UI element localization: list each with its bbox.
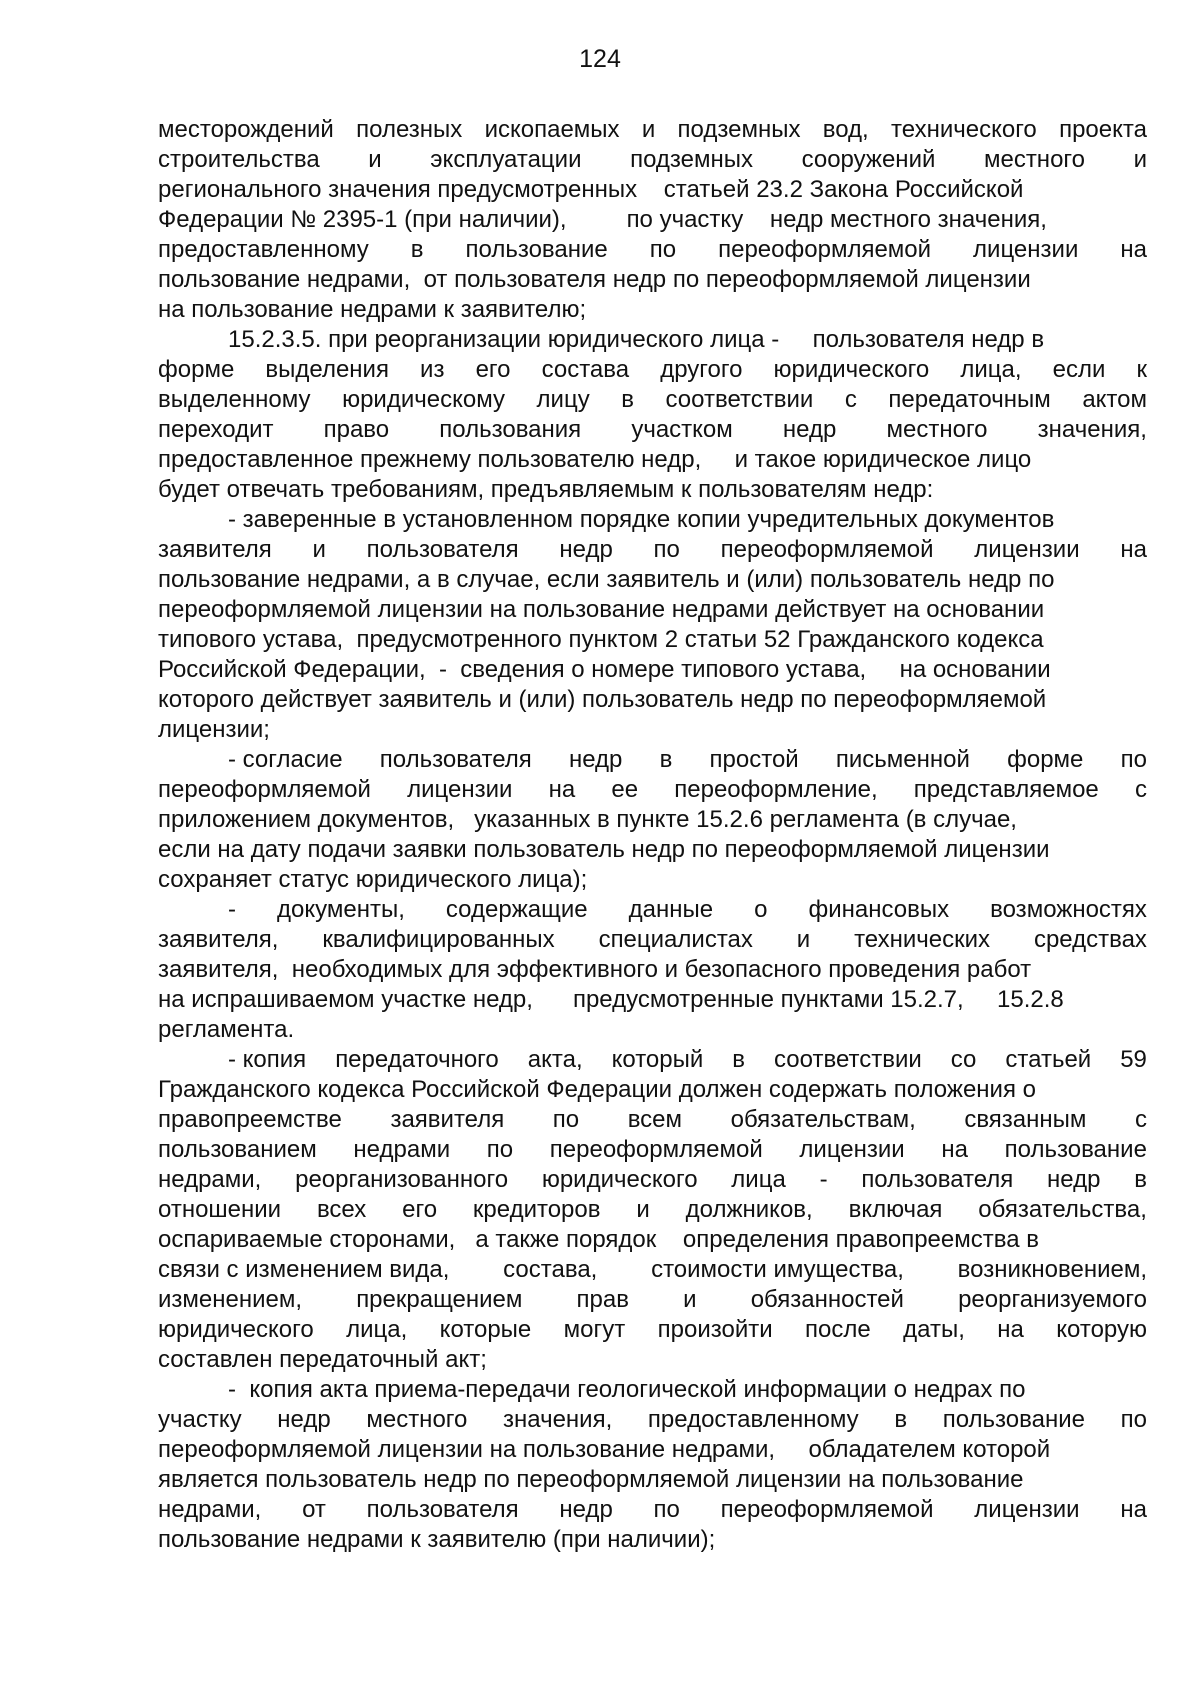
word: выделения xyxy=(265,356,389,383)
paragraph-heading-15-2-3-5: 15.2.3.5. при реорганизации юридического лица - пользователя недр в xyxy=(228,326,1045,353)
text-line: которого действует заявитель и (или) пользователь недр по переоформляемой xyxy=(158,686,1047,713)
text-line xyxy=(158,1285,1147,1315)
word: с xyxy=(1134,776,1147,803)
word: лицу xyxy=(536,386,590,413)
word: и xyxy=(683,1286,697,1313)
text-line: Российской Федерации, - сведения о номере типового устава, на основании xyxy=(158,656,1051,683)
word: передаточного xyxy=(335,1046,499,1073)
word: в xyxy=(1134,1166,1147,1193)
word: недрами, xyxy=(158,1496,262,1523)
text-line xyxy=(158,535,1147,565)
word: предоставленному xyxy=(158,236,369,263)
word: если xyxy=(1052,356,1106,383)
word: связи с изменением вида, xyxy=(158,1256,450,1283)
word: переоформляемой xyxy=(718,236,932,263)
word: лицензии xyxy=(407,776,513,803)
word: пользователя xyxy=(379,746,532,773)
word: недрами, xyxy=(158,1166,262,1193)
word: соответствии xyxy=(774,1046,922,1073)
word: пользование xyxy=(465,236,608,263)
word: акта, xyxy=(527,1046,583,1073)
word: возможностях xyxy=(990,896,1147,923)
word: в xyxy=(621,386,634,413)
text-line xyxy=(158,145,1147,175)
word: значения, xyxy=(503,1406,613,1433)
word: строительства xyxy=(158,146,320,173)
word: проекта xyxy=(1059,116,1147,143)
word: с xyxy=(844,386,857,413)
text-line xyxy=(158,415,1147,445)
word: который xyxy=(611,1046,704,1073)
text-line: пользование недрами к заявителю (при наличии); xyxy=(158,1526,716,1553)
word: недр xyxy=(559,536,613,563)
word: изменением, xyxy=(158,1286,303,1313)
text-line xyxy=(158,235,1147,265)
word: форме xyxy=(1007,746,1084,773)
text-line: является пользователь недр по переоформляемой лицензии на пользование xyxy=(158,1466,1024,1493)
text-line: регионального значения предусмотренных статьей 23.2 Закона Российской xyxy=(158,176,1024,203)
word: состава, xyxy=(503,1256,598,1283)
word: на xyxy=(1120,236,1147,263)
word: и xyxy=(312,536,326,563)
word: в xyxy=(659,746,673,773)
word: значения, xyxy=(1037,416,1147,443)
word: и xyxy=(368,146,382,173)
word: заявителя xyxy=(390,1106,505,1133)
word: прав xyxy=(576,1286,629,1313)
word: - согласие xyxy=(228,746,343,773)
text-line: Федерации № 2395-1 (при наличии), по участку недр местного значения, xyxy=(158,206,1047,233)
list-item-start xyxy=(158,745,1147,775)
text-line: переоформляемой лицензии на пользование недрами действует на основании xyxy=(158,596,1045,623)
page-number: 124 xyxy=(579,45,621,73)
word: лица, xyxy=(346,1316,408,1343)
list-item-start: - копия акта приема-передачи геологической информации о недрах по xyxy=(228,1376,1026,1403)
word: и xyxy=(796,926,811,953)
word: обязательства, xyxy=(978,1196,1147,1223)
word: - xyxy=(819,1166,828,1193)
word: данные xyxy=(628,896,714,923)
text-line xyxy=(158,355,1147,385)
word: переоформляемой xyxy=(720,1496,934,1523)
word: даты, xyxy=(903,1316,965,1343)
word: письменной xyxy=(835,746,970,773)
word: лицензии xyxy=(973,236,1079,263)
word: связанным xyxy=(964,1106,1087,1133)
word: пользование xyxy=(1004,1136,1147,1163)
word: пользованием xyxy=(158,1136,317,1163)
word: его xyxy=(475,356,511,383)
text-line xyxy=(158,1315,1147,1345)
word: в xyxy=(894,1406,908,1433)
word: пользования xyxy=(439,416,582,443)
word: - копия xyxy=(228,1046,307,1073)
word: - xyxy=(228,896,236,923)
word: заявителя, xyxy=(158,926,279,953)
word: всем xyxy=(627,1106,683,1133)
text-line: лицензии; xyxy=(158,716,270,743)
word: реорганизованного xyxy=(295,1166,509,1193)
word: другого xyxy=(660,356,743,383)
word: местного xyxy=(983,146,1085,173)
word: пользователя xyxy=(861,1166,1014,1193)
word: по xyxy=(649,236,677,263)
word: ископаемых xyxy=(484,116,620,143)
word: документы, xyxy=(277,896,405,923)
word: недр xyxy=(277,1406,331,1433)
word: юридического xyxy=(158,1316,314,1343)
text-line: пользование недрами, а в случае, если заявитель и (или) пользователь недр по xyxy=(158,566,1055,593)
word: заявителя xyxy=(158,536,272,563)
word: местного xyxy=(886,416,988,443)
text-line: типового устава, предусмотренного пунктом 2 статьи 52 Гражданского кодекса xyxy=(158,626,1044,653)
word: на xyxy=(1120,1496,1147,1523)
text-line xyxy=(158,1165,1147,1195)
text-line: будет отвечать требованиям, предъявляемым к пользователям недр: xyxy=(158,476,934,503)
word: соответствии xyxy=(665,386,814,413)
word: 59 xyxy=(1120,1046,1147,1073)
word: недр xyxy=(568,746,623,773)
list-item-start: - заверенные в установленном порядке копии учредительных документов xyxy=(228,506,1055,533)
word: с xyxy=(1134,1106,1147,1133)
word: на xyxy=(548,776,576,803)
word: по xyxy=(1120,746,1147,773)
word: недр xyxy=(782,416,837,443)
word: пользование xyxy=(942,1406,1085,1433)
word: должников, xyxy=(685,1196,813,1223)
text-line: Гражданского кодекса Российской Федерации должен содержать положения о xyxy=(158,1076,1036,1103)
word: со xyxy=(950,1046,977,1073)
text-line: пользование недрами, от пользователя недр по переоформляемой лицензии xyxy=(158,266,1031,293)
text-line xyxy=(158,1495,1147,1525)
word: статьей xyxy=(1005,1046,1092,1073)
word: и xyxy=(636,1196,650,1223)
word: переоформление, xyxy=(674,776,878,803)
word: подземных xyxy=(677,116,801,143)
word: актом xyxy=(1082,386,1147,413)
word: лицензии xyxy=(974,536,1080,563)
word: на xyxy=(997,1316,1024,1343)
text-line xyxy=(158,1135,1147,1165)
word: пользователя xyxy=(366,536,519,563)
word: в xyxy=(410,236,424,263)
word: правопреемстве xyxy=(158,1106,342,1133)
word: технических xyxy=(854,926,991,953)
word: юридическому xyxy=(342,386,505,413)
list-item-start xyxy=(158,1045,1147,1075)
text-line: заявителя, необходимых для эффективного и безопасного проведения работ xyxy=(158,956,1032,983)
text-line: если на дату подачи заявки пользователь недр по переоформляемой лицензии xyxy=(158,836,1050,863)
word: финансовых xyxy=(808,896,950,923)
text-line xyxy=(158,385,1147,415)
word: стоимости имущества, xyxy=(651,1256,904,1283)
text-line: составлен передаточный акт; xyxy=(158,1346,487,1373)
word: на xyxy=(1120,536,1147,563)
word: форме xyxy=(158,356,235,383)
word: предоставленному xyxy=(647,1406,859,1433)
word: лицензии xyxy=(799,1136,905,1163)
word: участком xyxy=(631,416,733,443)
word: право xyxy=(323,416,390,443)
word: представляемое xyxy=(913,776,1099,803)
word: по xyxy=(486,1136,514,1163)
word: всех xyxy=(316,1196,367,1223)
word: к xyxy=(1136,356,1147,383)
word: могут xyxy=(563,1316,626,1343)
text-line xyxy=(158,1105,1147,1135)
word: передаточным xyxy=(888,386,1051,413)
word: переоформляемой xyxy=(549,1136,763,1163)
word: сооружений xyxy=(801,146,936,173)
text-line: оспариваемые сторонами, а также порядок определения правопреемства в xyxy=(158,1226,1039,1253)
word: состава xyxy=(541,356,630,383)
word: прекращением xyxy=(356,1286,523,1313)
list-item-start xyxy=(158,895,1147,925)
word: средствах xyxy=(1033,926,1147,953)
word: эксплуатации xyxy=(430,146,582,173)
word: и xyxy=(641,116,656,143)
word: от xyxy=(302,1496,326,1523)
word: которые xyxy=(439,1316,532,1343)
text-line: переоформляемой лицензии на пользование недрами, обладателем которой xyxy=(158,1436,1051,1463)
text-line: регламента. xyxy=(158,1016,295,1043)
word: ее xyxy=(611,776,639,803)
word: местного xyxy=(366,1406,468,1433)
word: подземных xyxy=(630,146,753,173)
word: пользователя xyxy=(366,1496,519,1523)
text-line: на пользование недрами к заявителю; xyxy=(158,296,587,323)
word: реорганизуемого xyxy=(958,1286,1147,1313)
text-line xyxy=(158,775,1147,805)
word: обязательствам, xyxy=(730,1106,916,1133)
word: технического xyxy=(891,116,1037,143)
word: лица xyxy=(731,1166,786,1193)
word: участку xyxy=(158,1406,242,1433)
word: на xyxy=(941,1136,968,1163)
word: обязанностей xyxy=(750,1286,904,1313)
text-line: приложением документов, указанных в пункте 15.2.6 регламента (в случае, xyxy=(158,806,1017,833)
word: недрами xyxy=(353,1136,451,1163)
word: юридического xyxy=(541,1166,698,1193)
text-line xyxy=(158,1255,1147,1285)
word: произойти xyxy=(657,1316,773,1343)
document-body xyxy=(158,115,1147,1555)
word: выделенному xyxy=(158,386,311,413)
word: после xyxy=(805,1316,871,1343)
word: переоформляемой xyxy=(720,536,934,563)
word: и xyxy=(1133,146,1147,173)
word: лица, xyxy=(960,356,1022,383)
word: специалистах xyxy=(598,926,753,953)
text-line xyxy=(158,925,1147,955)
text-line: предоставленное прежнему пользователю недр, и такое юридическое лицо xyxy=(158,446,1032,473)
word: которую xyxy=(1056,1316,1147,1343)
word: по xyxy=(552,1106,580,1133)
word: из xyxy=(420,356,445,383)
word: недр xyxy=(1047,1166,1101,1193)
word: переоформляемой xyxy=(158,776,371,803)
word: полезных xyxy=(356,116,463,143)
word: содержащие xyxy=(445,896,588,923)
text-line xyxy=(158,1405,1147,1435)
word: месторождений xyxy=(158,116,334,143)
word: квалифицированных xyxy=(322,926,555,953)
word: вод, xyxy=(822,116,869,143)
text-line xyxy=(158,1195,1147,1225)
word: недр xyxy=(559,1496,613,1523)
word: по xyxy=(653,1496,680,1523)
text-line: сохраняет статус юридического лица); xyxy=(158,866,588,893)
text-line: на испрашиваемом участке недр, предусмотренные пунктами 15.2.7, 15.2.8 xyxy=(158,986,1064,1013)
word: юридического xyxy=(773,356,930,383)
word: переходит xyxy=(158,416,274,443)
word: отношении xyxy=(158,1196,282,1223)
word: в xyxy=(732,1046,746,1073)
text-line xyxy=(158,115,1147,145)
word: по xyxy=(1120,1406,1147,1433)
word: о xyxy=(754,896,768,923)
word: кредиторов xyxy=(472,1196,601,1223)
word: включая xyxy=(848,1196,943,1223)
word: возникновением, xyxy=(957,1256,1147,1283)
word: по xyxy=(653,536,680,563)
word: его xyxy=(402,1196,438,1223)
word: простой xyxy=(709,746,799,773)
word: лицензии xyxy=(974,1496,1080,1523)
